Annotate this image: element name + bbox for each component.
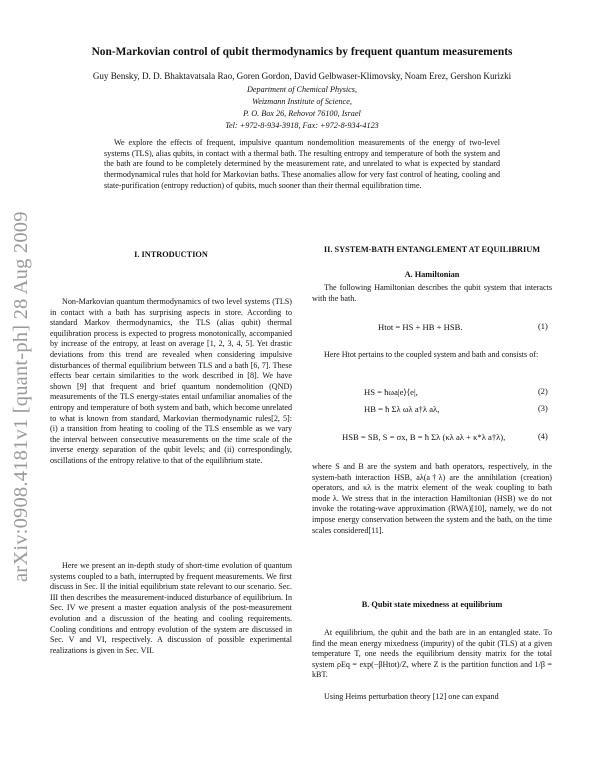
equation-1: Htot = HS + HB + HSB. <box>378 322 463 332</box>
subsection-heading-mixedness: B. Qubit state mixedness at equilibrium <box>361 600 503 609</box>
affiliation-department: Department of Chemical Physics, <box>246 85 358 94</box>
section-heading-system-bath: II. SYSTEM-BATH ENTANGLEMENT AT EQUILIBRIUM <box>323 245 541 254</box>
arxiv-stamp <box>10 182 34 582</box>
equation-1-number: (1) <box>538 322 548 331</box>
equation-3-number: (3) <box>538 404 548 413</box>
subsection-heading-hamiltonian: A. Hamiltonian <box>404 270 460 279</box>
intro-paragraph-2: Here we present an in-depth study of short-time evolution of quantum systems coupled to a bath, interrupted by frequent measurements. We first discuss in Sec. II the initial equilibrium state relevant to our scenario. Sec. III then describes the measurement-induced disturbance of equilibrium. In Sec. IV we present a master equation analysis of the post-measurement evolution and a discussion of the heating and cooling requirements. Cooling conditions and entropy evolution of the system are discussed in Sec. V and VI, respectively. A discussion of possible experimental realizations is given in Sec. VII. <box>50 561 292 655</box>
equation-4-number: (4) <box>538 432 548 441</box>
equation-2: HS = ħωa|e⟩⟨e|, <box>364 387 418 397</box>
affiliation-contact: Tel: +972-8-934-3918, Fax: +972-8-934-4123 <box>225 121 379 130</box>
hamiltonian-terms-paragraph: Here Htot pertains to the coupled system and bath and consists of: <box>324 350 539 359</box>
equation-4: HSB = SB, S = σx, B = ħ Σλ (κλ aλ + κ*λ a†λ), <box>342 432 506 442</box>
section-heading-introduction: I. INTRODUCTION <box>134 250 208 259</box>
paper-title: Non-Markovian control of qubit thermodynamics by frequent quantum measurements <box>91 46 513 58</box>
author-list: Guy Bensky, D. D. Bhaktavatsala Rao, Goren Gordon, David Gelbwaser-Klimovsky, Noam Erez, Gershon Kurizki <box>92 71 512 81</box>
abstract: We explore the effects of frequent, impulsive quantum nondemolition measurements of the energy of two-level systems (TLS), alias qubits, in contact with a thermal bath. The resulting entropy and temperature of both the system and the bath are found to be completely determined by the measurement rate, and unrelated to what is expected by standard thermodynamical rules that hold for Markovian baths. These anomalies allow for very fast control of heating, cooling and state-purification (entropy reduction) of qubits, much sooner than their thermal equilibration time. <box>104 138 500 190</box>
arxiv-stamp-text: arXiv:0908.4181v1 [quant-ph] 28 Aug 2009 <box>10 211 32 582</box>
affiliation-address: P. O. Box 26, Rehovot 76100, Israel <box>243 109 361 118</box>
hamiltonian-intro-paragraph: The following Hamiltonian describes the qubit system that interacts with the bath. <box>312 283 552 303</box>
equation-2-number: (2) <box>538 387 548 396</box>
operators-paragraph: where S and B are the system and bath operators, respectively, in the system-bath interaction HSB, aλ(a†λ) are the annihilation (creation) operators, and κλ is the matrix element of the weak coupling to bath mode λ. We stress that in the interaction Hamiltonian (HSB) we do not invoke the rotating-wave approximation (RWA)[10], namely, we do not impose energy conservation between the system and the bath, on the time scales considered[11]. <box>312 462 552 535</box>
mixedness-paragraph: At equilibrium, the qubit and the bath are in an entangled state. To find the mean energy mixedness (impurity) of the qubit (TLS) at a given temperature T, one needs the equilibrium density matrix for the total system ρEq = exp(−βHtot)/Z, where Z is the partition function and 1/β = kBT. <box>312 628 552 680</box>
heims-paragraph: Using Heims perturbation theory [12] one can expand <box>324 692 499 701</box>
intro-paragraph-1: Non-Markovian quantum thermodynamics of two level systems (TLS) in contact with a bath has surprising aspects in store. According to standard Markov thermodynamics, the TLS (alias qubit) thermal equilibration process is expected to progress monotonically, accompanied by increase of the entropy, at least on average [1, 2, 3, 4, 5]. Yet drastic deviations from this trend are revealed when considering impulsive disturbances of thermal equilibrium between TLS and a bath [6, 7]. These effects bear certain similarities to the work described in [8]. We have shown [9] that frequent and brief quantum nondemolition (QND) measurements of the TLS energy-states entail unfamiliar anomalies of the entropy and temperature of both system and bath, which become unrelated to what is known from standard, Markovian thermodynamic rules[2, 5]: (i) a transition from heating to cooling of the TLS ensemble as we vary the interval between consecutive measurements on the time scale of the inverse energy separation of the qubit levels; and (ii) correspondingly, oscillations of the entropy relative to that of the equilibrium state. <box>50 297 292 465</box>
affiliation-institute: Weizmann Institute of Science, <box>252 97 352 106</box>
equation-3: HB = ħ Σλ ωλ a†λ aλ, <box>364 404 440 414</box>
